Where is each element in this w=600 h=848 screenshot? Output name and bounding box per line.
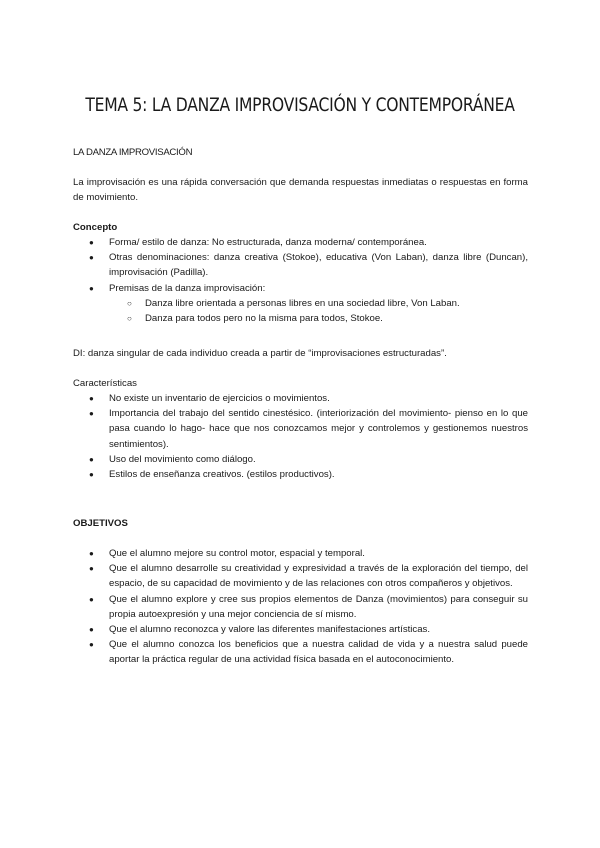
caracteristicas-list [73, 391, 528, 482]
list-item: ● Uso del movimiento como diálogo. [73, 452, 528, 467]
bullet-icon: ● [89, 640, 94, 650]
bullet-icon: ● [89, 253, 94, 263]
objetivos-heading: OBJETIVOS [73, 518, 128, 529]
bullet-icon: ● [89, 394, 94, 403]
bullet-icon: ● [89, 625, 94, 635]
concepto-heading: Concepto [73, 222, 118, 233]
list-item: ● Que el alumno conozca los beneficios que a nuestra calidad de vida y a nuestra salud puede aportar la práctica regular de una actividad física basada en el autoconocimiento. [89, 639, 528, 666]
list-item: ● Premisas de la danza improvisación: [73, 281, 528, 296]
list-item: ● Forma/ estilo de danza: No estructurada, danza moderna/ contemporánea. [73, 235, 528, 250]
list-item: ● Importancia del trabajo del sentido cinestésico. (interiorización del movimiento- pienso en lo que pasa cuando lo hago- hace que nos conozcamos mejor y controlemos y gestionemos nuestros sentimientos). [89, 408, 528, 450]
list-item: ● Otras denominaciones: danza creativa (Stokoe), educativa (Von Laban), danza libre (Duncan), improvisación (Padilla). [89, 252, 528, 279]
bullet-icon: ● [89, 409, 94, 419]
sub-list-item: ○ Danza para todos pero no la misma para todos, Stokoe. [73, 311, 528, 326]
circle-bullet-icon: ○ [127, 298, 132, 308]
list-item: ● Que el alumno explore y cree sus propios elementos de Danza (movimientos) para conseguir su propia autoexpresión y una mejor conciencia de sí mismo. [89, 593, 528, 620]
list-item: ● Que el alumno reconozca y valore las diferentes manifestaciones artísticas. [73, 622, 528, 637]
bullet-icon: ● [89, 454, 94, 464]
sub-list-item: ○ Danza libre orientada a personas libres en una sociedad libre, Von Laban. [73, 296, 528, 311]
bullet-icon: ● [89, 283, 94, 293]
list-item: ● No existe un inventario de ejercicios o movimientos. [73, 391, 528, 406]
di-definition: DI: danza singular de cada individuo creada a partir de “improvisaciones estructuradas”. [73, 348, 447, 359]
page-title: TEMA 5: LA DANZA IMPROVISACIÓN Y CONTEMPORÁNEA [85, 94, 515, 116]
bullet-icon: ● [89, 470, 94, 480]
list-item: ● Estilos de enseñanza creativos. (estilos productivos). [73, 467, 528, 482]
caracteristicas-heading: Características [73, 378, 137, 389]
list-item: ● Que el alumno mejore su control motor, espacial y temporal. [73, 546, 528, 561]
bullet-icon: ● [89, 594, 94, 604]
intro-paragraph: La improvisación es una rápida conversación que demanda respuestas inmediatas o respuestas en forma de movimiento. [73, 177, 528, 204]
section-heading: LA DANZA IMPROVISACIÓN [73, 147, 193, 158]
bullet-icon: ● [89, 238, 94, 247]
bullet-icon: ● [89, 549, 94, 558]
bullet-icon: ● [89, 564, 94, 574]
concepto-list [73, 235, 528, 326]
objetivos-list [73, 546, 528, 668]
circle-bullet-icon: ○ [127, 314, 132, 324]
list-item: ● Que el alumno desarrolle su creatividad y expresividad a través de la exploración del tiempo, del espacio, de su capacidad de movimiento y de las relaciones con otros compañeros y objetivos. [89, 563, 528, 590]
